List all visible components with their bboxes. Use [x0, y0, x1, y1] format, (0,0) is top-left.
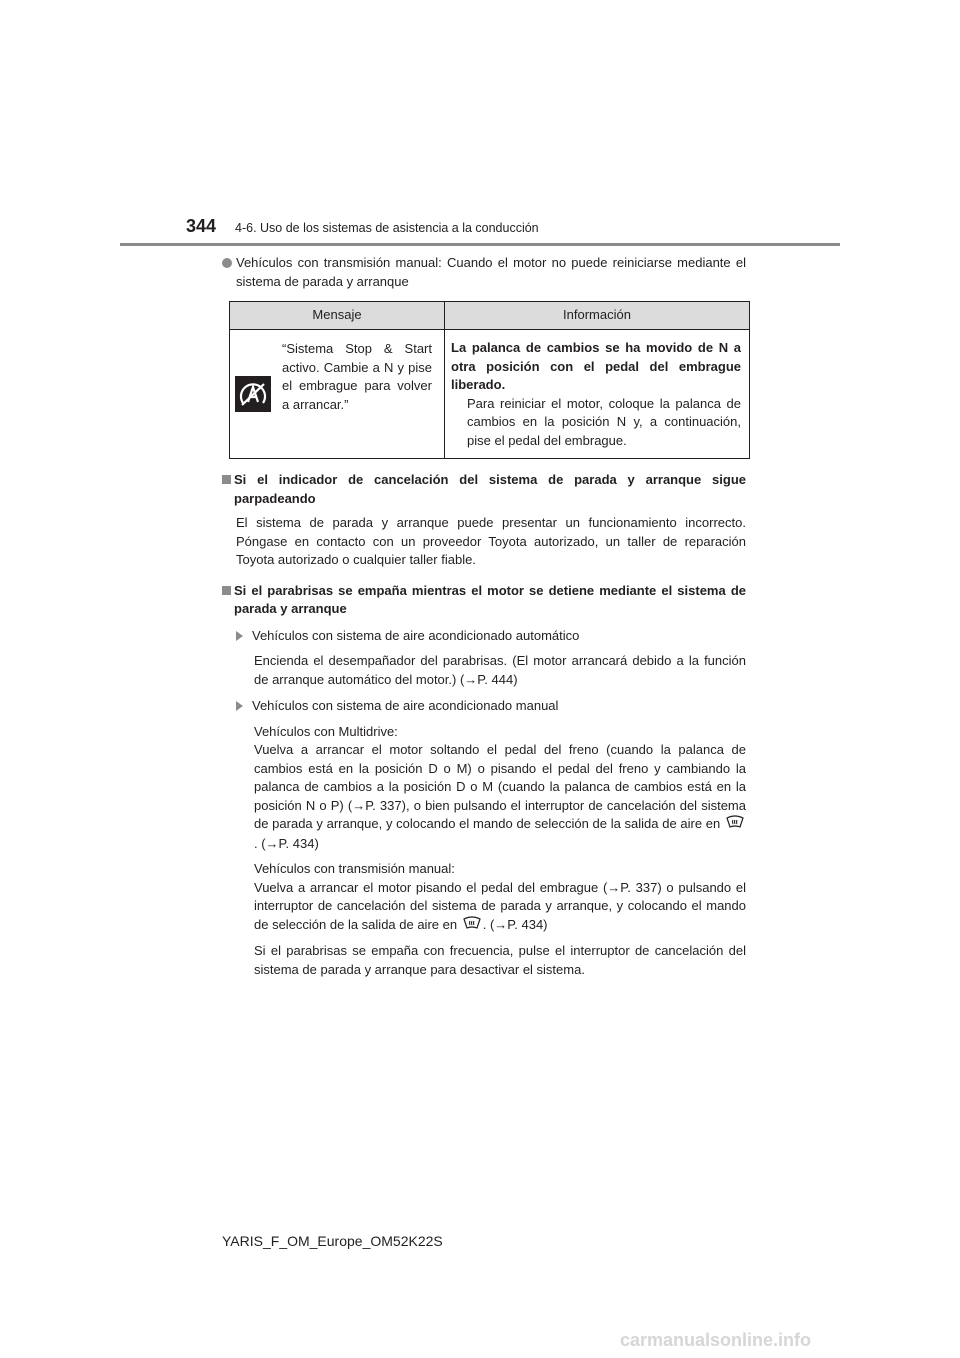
multidrive-page-ref: . (→P. 434): [254, 835, 319, 851]
section-title: 4-6. Uso de los sistemas de asistencia a la conducción: [235, 221, 539, 235]
info-heading: La palanca de cambios se ha movido de N a otra posición con el pedal del embrague liberado.: [451, 340, 741, 392]
page-number: 344: [186, 216, 217, 236]
multidrive-label: Vehículos con Multidrive:: [254, 723, 398, 739]
multidrive-block: [222, 723, 746, 854]
section-blinking-body: El sistema de parada y arranque puede presentar un funcionamiento incorrecto. Póngase en contacto con un proveedor Toyota autorizado, un taller de reparación Toyota autorizado o cualquier taller fiable.: [236, 515, 746, 567]
final-note: Si el parabrisas se empaña con frecuencia, pulse el interruptor de cancelación del sistema de parada y arranque para desactivar el sistema.: [254, 943, 746, 977]
mt-label: Vehículos con transmisión manual:: [254, 861, 455, 876]
round-bullet-icon: [222, 258, 232, 268]
auto-ac-heading: Vehículos con sistema de aire acondicionado automático: [252, 627, 580, 643]
manual-transmission-note: [222, 254, 746, 291]
square-bullet-icon: [222, 475, 231, 484]
stop-start-warning-icon: [235, 376, 271, 412]
message-text: “Sistema Stop & Start activo. Cambie a N y pise el embrague para volver a arrancar.”: [276, 330, 445, 459]
mt-text: Vuelva a arrancar el motor pisando el pedal del embrague (→P. 337) o pulsando el interruptor de cancelación del sistema de parada y arranque, y colocando el mando de selección de la salida de aire en: [254, 879, 746, 932]
square-bullet-icon: [222, 586, 231, 595]
header-divider: [120, 243, 840, 246]
manual-transmission-block: [222, 860, 746, 935]
document-id: YARIS_F_OM_Europe_OM52K22S: [222, 1233, 443, 1249]
table-header-message: Mensaje: [230, 302, 445, 330]
table-header-info: Información: [445, 302, 750, 330]
manual-ac-heading-row: [222, 697, 746, 716]
manual-note-text: Vehículos con transmisión manual: Cuando el motor no puede reiniciarse mediante el sistema de parada y arranque: [236, 255, 746, 289]
auto-ac-heading-row: [222, 627, 746, 646]
arrow-bullet-icon: [236, 631, 243, 641]
auto-ac-text: Encienda el desempañador del parabrisas. (El motor arrancará debido a la función de arranque automático del motor.) (→P. 444): [254, 653, 746, 687]
page-content: [222, 254, 746, 979]
section-windshield-fog: [222, 582, 746, 619]
manual-ac-heading: Vehículos con sistema de aire acondicionado manual: [252, 698, 559, 713]
multidrive-text: Vuelva a arrancar el motor soltando el pedal del freno (cuando la palanca de cambios está en la posición D o M) o pisando el pedal del freno y cambiando la palanca de cambios a la posición D o M (cuando la palanca de cambios está en la posición N o P) (→P. 337), o bien pulsando el interruptor de cancelación del sistema de parada y arranque, y colocando el mando de selección de la salida de aire en: [254, 742, 746, 832]
mt-page-ref: . (→P. 434): [482, 916, 548, 932]
section-title-blinking: Si el indicador de cancelación del sistema de parada y arranque sigue parpadeando: [234, 472, 746, 506]
windshield-defrost-icon: [726, 815, 744, 835]
windshield-defrost-icon: [463, 916, 481, 936]
info-text: Para reiniciar el motor, coloque la palanca de cambios en la posición N y, a continuación, pise el pedal del embrague.: [467, 395, 741, 448]
section-title-windshield: Si el parabrisas se empaña mientras el motor se detiene mediante el sistema de parada y arranque: [234, 582, 746, 616]
message-table: [229, 301, 750, 459]
watermark: carmanualsonline.info: [620, 1330, 812, 1350]
arrow-bullet-icon: [236, 701, 243, 711]
table-row: [230, 330, 750, 459]
section-blinking-indicator: [222, 471, 746, 508]
